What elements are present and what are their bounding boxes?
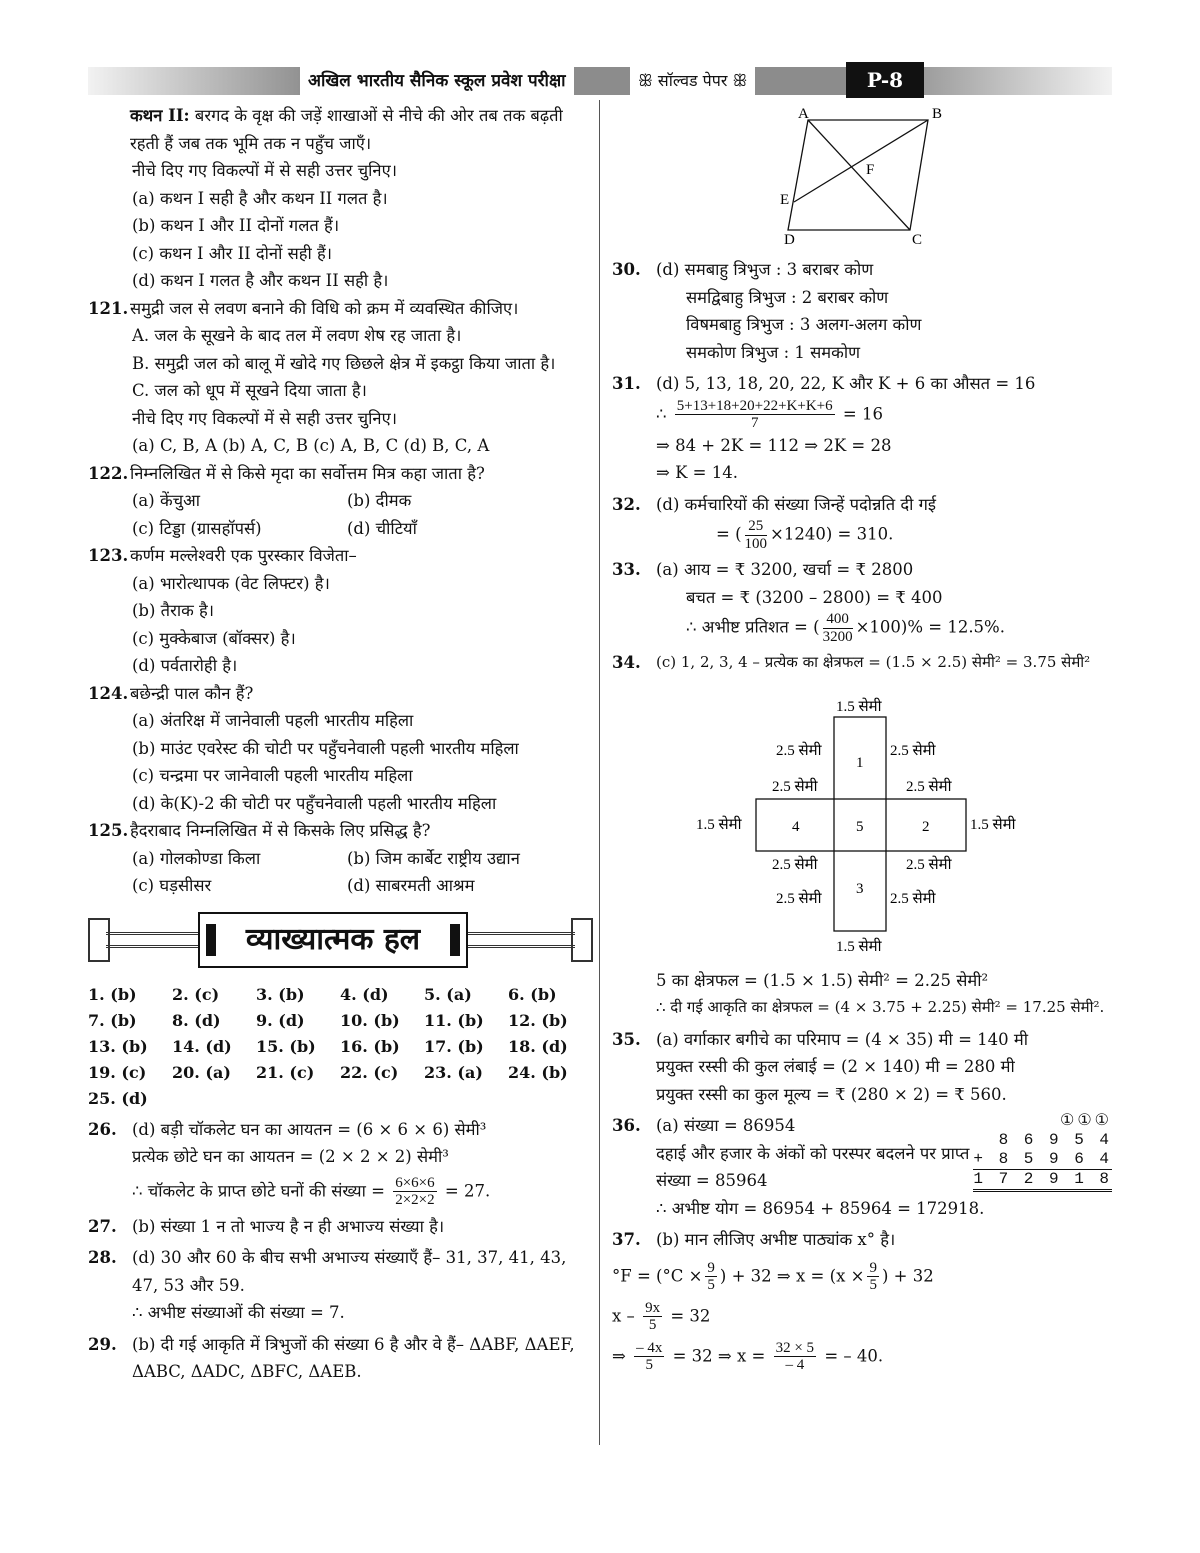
solution-line: ⇒ K = 14.: [656, 463, 738, 482]
fraction: [745, 518, 768, 552]
numerator: 6×6×6: [395, 1174, 435, 1191]
option: (a) भारोत्थापक (वेट लिफ्टर) है।: [132, 573, 330, 593]
fraction: [774, 1340, 816, 1374]
cross-svg: [612, 677, 1112, 962]
solution-37: [612, 1226, 1112, 1374]
solution-line: प्रत्येक छोटे घन का आयतन = (2 × 2 × 2) सेमी³: [132, 1147, 449, 1166]
denominator: 5: [869, 1277, 877, 1293]
dimension-label: 2.5 सेमी: [906, 778, 952, 795]
column-divider: [599, 100, 600, 1445]
question-number: 121.: [88, 298, 129, 318]
math-text: °F =: [612, 1266, 651, 1285]
option: (b) दीमक: [347, 491, 412, 510]
fraction: [823, 611, 853, 645]
solution-line: विषमबाहु त्रिभुज : 3 अलग-अलग कोण: [686, 315, 922, 334]
statement-text: बरगद के वृक्ष की जड़ें शाखाओं से नीचे की ओर तब तक बढ़ती रहती हैं जब तक भूमि तक न पहुँच जाएँ।: [130, 106, 563, 153]
answer-key-item: 7. (b): [88, 1010, 137, 1030]
option: (b) माउंट एवरेस्ट की चोटी पर पहुँचनेवाली पहली भारतीय महिला: [132, 738, 519, 758]
statement-label: कथन II:: [130, 106, 190, 125]
option: (b) कथन I और II दोनों गलत हैं।: [132, 216, 340, 235]
solution-line: (a) आय = ₹ 3200, खर्चा = ₹ 2800: [656, 560, 914, 579]
vertex-a-label: A: [798, 106, 809, 122]
point-f-label: F: [866, 162, 875, 178]
solution-line: (c) 1, 2, 3, 4 – प्रत्येक का क्षेत्रफल = (1.5 × 2.5) सेमी² = 3.75 सेमी²: [656, 653, 1091, 671]
diagonal-ac: [808, 120, 910, 230]
math-text: = 32 ⇒ x =: [672, 1346, 766, 1365]
solution-line: समद्विबाहु त्रिभुज : 2 बराबर कोण: [686, 287, 889, 307]
question-121: [88, 295, 593, 323]
option: (b) तैराक है।: [132, 601, 215, 620]
options-row: [88, 872, 593, 900]
option: (a) कथन I सही है और कथन II गलत है।: [132, 188, 388, 208]
region-label: 2: [922, 818, 930, 835]
solution-number: 32.: [612, 494, 641, 514]
answer-key-item: 4. (d): [340, 984, 389, 1004]
math-text: = – 40.: [824, 1346, 884, 1365]
question-text: हैदराबाद निम्नलिखित में से किसके लिए प्रसिद्ध है?: [130, 821, 431, 840]
numerator: 9x: [645, 1299, 661, 1316]
numerator: 9: [869, 1259, 877, 1276]
sequence-item: C. जल को धूप में सूखने दिया जाता है।: [132, 381, 367, 400]
denominator: 2×2×2: [395, 1192, 435, 1208]
option: (a) केंचुआ: [132, 491, 200, 510]
solution-number: 28.: [88, 1248, 117, 1267]
solution-line: ∴ अभीष्ट प्रतिशत = ( $\frac{400}{3200}$ ×100)% = 12.5%.: [686, 611, 1005, 645]
denominator: 5: [645, 1357, 653, 1373]
solution-line: ∴ अभीष्ट योग = 86954 + 85964 = 172918.: [656, 1198, 985, 1218]
solution-line: [612, 1340, 1112, 1374]
math-text: + 32 ⇒ x =: [731, 1266, 825, 1285]
math-text: °C ×: [662, 1266, 703, 1285]
option: (a) अंतरिक्ष में जानेवाली पहली भारतीय महिला: [132, 711, 414, 730]
answer-key-item: 16. (b): [340, 1036, 400, 1056]
denominator: 5: [648, 1317, 657, 1333]
answer-key-item: 21. (c): [256, 1062, 315, 1082]
options-row: [88, 515, 593, 543]
answer-key-item: 15. (b): [256, 1036, 316, 1056]
solution-26: [88, 1116, 593, 1209]
region-label: 4: [792, 818, 800, 835]
solution-number: 34.: [612, 653, 641, 672]
solution-line: ∴ $\frac{5+13+18+20+22+K+K+6}{7}$ = 16: [656, 397, 883, 431]
solution-28: [88, 1244, 593, 1327]
sum: 1 7 2 9 1 8: [973, 1170, 1112, 1192]
answer-key-item: 25. (d): [88, 1088, 148, 1108]
denominator: 5: [707, 1277, 715, 1293]
solution-number: 33.: [612, 560, 641, 579]
solution-line: दहाई और हजार के अंकों को परस्पर बदलने पर प्राप्त संख्या = 85964: [656, 1143, 970, 1190]
addend: + 8 5 9 6 4: [973, 1150, 1112, 1168]
fraction: [705, 1260, 717, 1294]
addition-box: [973, 1112, 1112, 1192]
dimension-label: 2.5 सेमी: [772, 778, 818, 795]
denominator: 7: [750, 415, 759, 431]
answer-key-item: 19. (c): [88, 1062, 147, 1082]
question-text: समुद्री जल से लवण बनाने की विधि को क्रम में व्यवस्थित कीजिए।: [130, 298, 519, 318]
question-123: [88, 542, 593, 570]
answer-key-item: 12. (b): [508, 1010, 568, 1030]
denominator: – 4: [785, 1357, 805, 1373]
solution-text: ∴ अभीष्ट प्रतिशत =: [686, 617, 808, 637]
solution-line: (d) बड़ी चॉकलेट घन का आयतन = (6 × 6 × 6) सेमी³: [132, 1119, 487, 1139]
solutions-banner: [88, 910, 593, 972]
answer-key-item: 20. (a): [172, 1062, 231, 1082]
option: (c) घड़सीसर: [132, 876, 212, 895]
statement-2: [88, 102, 593, 157]
left-column: [88, 102, 593, 1386]
answer-key-item: 8. (d): [172, 1010, 221, 1030]
region-label: 1: [856, 754, 864, 771]
solution-line: (b) मान लीजिए अभीष्ट पाठ्यांक x° है।: [656, 1230, 896, 1249]
solution-line: ∴ अभीष्ट संख्याओं की संख्या = 7.: [132, 1303, 345, 1322]
solution-27: [88, 1213, 593, 1241]
solution-line: 5 का क्षेत्रफल = (1.5 × 1.5) सेमी² = 2.25 सेमी²: [656, 970, 989, 990]
option: (c) कथन I और II दोनों सही हैं।: [132, 243, 333, 263]
question-text: बछेन्द्री पाल कौन हैं?: [130, 683, 254, 703]
cross-figure: [612, 677, 1112, 967]
line-be: [794, 120, 928, 202]
option: (d) चीटियाँ: [347, 518, 417, 538]
sequence-item: B. समुद्री जल को बालू में खोदे गए छिछले क्षेत्र में इकट्ठा किया जाता है।: [132, 353, 556, 373]
solution-line: = ( $\frac{25}{100}$ ×1240) = 310.: [716, 518, 894, 552]
numerator: 32 × 5: [775, 1339, 815, 1356]
multiplier: ×100: [855, 617, 901, 637]
solution-line: °F = (°C × $\frac{9}{5}$ ) + 32 ⇒ x = (x × $\frac{9}{5}$ ) + 32: [612, 1259, 934, 1293]
math-text: x –: [612, 1306, 635, 1325]
math-text: x ×: [836, 1266, 865, 1285]
quadrilateral-svg: [612, 102, 1112, 247]
addend: 8 6 9 5 4: [998, 1131, 1112, 1149]
options-line: (a) C, B, A (b) A, C, B (c) A, B, C (d) B, C, A: [132, 436, 490, 455]
vertex-d-label: D: [784, 232, 795, 247]
question-122: [88, 460, 593, 488]
option: (b) जिम कार्बेट राष्ट्रीय उद्यान: [347, 848, 520, 868]
question-text: निम्नलिखित में से किसे मृदा का सर्वोत्तम मित्र कहा जाता है?: [130, 463, 485, 483]
dimension-label: 2.5 सेमी: [776, 890, 822, 907]
answer-key-item: 2. (c): [172, 984, 220, 1004]
fraction: [867, 1260, 879, 1294]
solution-line: (d) 30 और 60 के बीच सभी अभाज्य संख्याएँ हैं– 31, 37, 41, 43, 47, 53 और 59.: [132, 1248, 567, 1295]
result: = 310.: [837, 524, 894, 544]
region-label: 3: [856, 880, 864, 897]
banner-title: व्याख्यात्मक हल: [198, 912, 468, 968]
point-e-label: E: [780, 192, 790, 208]
solution-line: (b) दी गई आकृति में त्रिभुजों की संख्या 6 है और वे हैं– ΔABF, ΔAEF, ΔABC, ΔADC, ΔBFC, ΔAEB.: [132, 1334, 575, 1381]
fraction: [643, 1300, 662, 1334]
option: (d) के(K)-2 की चोटी पर पहुँचनेवाली पहली भारतीय महिला: [132, 793, 497, 813]
answer-key-item: 6. (b): [508, 984, 557, 1004]
numerator: 25: [745, 518, 768, 536]
sequence-item: A. जल के सूखने के बाद तल में लवण शेष रह जाता है।: [132, 326, 462, 345]
solution-line: [132, 1175, 593, 1209]
answer-key-item: 22. (c): [340, 1062, 399, 1082]
solution-line: (a) संख्या = 86954: [656, 1116, 796, 1135]
solution-line: ∴ दी गई आकृति का क्षेत्रफल = (4 × 3.75 + 2.25) सेमी² = 17.25 सेमी².: [656, 998, 1105, 1016]
numerator: 9: [707, 1259, 715, 1276]
denominator: 3200: [822, 628, 853, 645]
answer-key-item: 1. (b): [88, 984, 137, 1004]
solution-line: (a) वर्गाकार बगीचे का परिमाप = (4 × 35) मी = 140 मी: [656, 1029, 1029, 1049]
fraction: [393, 1175, 436, 1209]
numerator: – 4x: [636, 1339, 663, 1356]
solution-line: (d) कर्मचारियों की संख्या जिन्हें पदोन्नति दी गई: [656, 494, 937, 514]
choose-instruction: नीचे दिए गए विकल्पों में से सही उत्तर चुनिए।: [132, 161, 397, 180]
question-number: 123.: [88, 546, 129, 565]
option: (c) चन्द्रमा पर जानेवाली पहली भारतीय महिला: [132, 766, 413, 785]
vertex-b-label: B: [932, 106, 943, 122]
solution-29: [88, 1331, 593, 1386]
result: = 16: [842, 404, 883, 423]
solution-line: (d) समबाहु त्रिभुज : 3 बराबर कोण: [656, 260, 874, 279]
options-row: [88, 487, 593, 515]
solution-number: 37.: [612, 1230, 641, 1249]
dimension-label: 2.5 सेमी: [776, 742, 822, 759]
solution-35: [612, 1026, 1112, 1109]
option: (c) टिड्डा (ग्रासहॉपर्स): [132, 518, 262, 538]
solution-line: (b) संख्या 1 न तो भाज्य है न ही अभाज्य संख्या है।: [132, 1216, 445, 1236]
solution-number: 29.: [88, 1334, 117, 1354]
dimension-label: 1.5 सेमी: [696, 816, 742, 833]
fraction: [675, 398, 835, 432]
answer-key-item: 5. (a): [424, 984, 472, 1004]
solution-line: प्रयुक्त रस्सी का कुल मूल्य = ₹ (280 × 2) = ₹ 560.: [656, 1084, 1007, 1104]
header-bar: [88, 67, 1112, 95]
solution-text: ∴ चॉकलेट के प्राप्त छोटे घनों की संख्या =: [132, 1181, 385, 1200]
header-title: अखिल भारतीय सैनिक स्कूल प्रवेश परीक्षा: [300, 67, 574, 95]
denominator: 100: [744, 535, 768, 552]
page-number: P-8: [846, 62, 924, 98]
dimension-label: 2.5 सेमी: [906, 856, 952, 873]
solution-30: [612, 256, 1112, 366]
answer-key-item: 23. (a): [424, 1062, 483, 1082]
solution-number: 36.: [612, 1116, 641, 1135]
answer-key-item: 14. (d): [172, 1036, 232, 1056]
solution-line: समकोण त्रिभुज : 1 समकोण: [686, 342, 861, 362]
solution-34: [612, 649, 1112, 677]
dimension-label: 1.5 सेमी: [970, 816, 1016, 833]
solution-line: बचत = ₹ (3200 – 2800) = ₹ 400: [686, 587, 943, 607]
answer-key-item: 17. (b): [424, 1036, 484, 1056]
solution-line: ⇒ 84 + 2K = 112 ⇒ 2K = 28: [656, 435, 892, 455]
solution-number: 31.: [612, 374, 641, 393]
dimension-label: 2.5 सेमी: [890, 742, 936, 759]
solution-31: [612, 370, 1112, 487]
solution-32: [612, 491, 1112, 553]
dimension-label: 1.5 सेमी: [836, 938, 882, 955]
solution-36: [612, 1112, 1112, 1195]
numerator: 5+13+18+20+22+K+K+6: [676, 397, 833, 414]
solution-line: (d) 5, 13, 18, 20, 22, K और K + 6 का औसत = 16: [656, 374, 1036, 393]
math-text: + 32: [893, 1266, 934, 1285]
answer-key-item: 10. (b): [340, 1010, 400, 1030]
dimension-label: 1.5 सेमी: [836, 698, 882, 715]
question-number: 125.: [88, 821, 129, 840]
banner-ornament: [571, 918, 593, 962]
math-text: = 32: [670, 1306, 711, 1325]
solution-number: 30.: [612, 260, 641, 279]
answer-key: [88, 982, 593, 1112]
options-row: [88, 845, 593, 873]
answer-key-item: 3. (b): [256, 984, 305, 1004]
solution-number: 35.: [612, 1029, 641, 1049]
result: = 27.: [444, 1181, 491, 1200]
answer-key-item: 9. (d): [256, 1010, 305, 1030]
option: (d) कथन I गलत है और कथन II सही है।: [132, 271, 389, 290]
question-number: 122.: [88, 463, 129, 483]
vertex-c-label: C: [912, 232, 923, 247]
solution-line: प्रयुक्त रस्सी की कुल लंबाई = (2 × 140) मी = 280 मी: [656, 1057, 1015, 1076]
question-number: 124.: [88, 683, 129, 703]
region-label: 5: [856, 818, 864, 835]
quadrilateral-figure: [612, 102, 1112, 252]
fraction: [634, 1340, 664, 1374]
dimension-label: 2.5 सेमी: [772, 856, 818, 873]
option: (d) साबरमती आश्रम: [347, 876, 475, 895]
question-124: [88, 680, 593, 708]
solution-number: 27.: [88, 1216, 117, 1236]
dimension-label: 2.5 सेमी: [890, 890, 936, 907]
numerator: 400: [823, 611, 853, 629]
answer-key-item: 24. (b): [508, 1062, 568, 1082]
solution-33: [612, 556, 1112, 645]
carry-digits: ①①①: [1059, 1112, 1112, 1130]
solution-line: [612, 1300, 1112, 1334]
question-text: कर्णम मल्लेश्वरी एक पुरस्कार विजेता–: [130, 546, 357, 565]
math-text: ⇒: [612, 1346, 626, 1365]
question-125: [88, 817, 593, 845]
quadrilateral-outline: [788, 120, 928, 230]
answer-key-item: 18. (d): [508, 1036, 568, 1056]
option: (a) गोलकोण्डा किला: [132, 848, 261, 868]
right-column: [612, 102, 1112, 1374]
result: % = 12.5%.: [907, 617, 1005, 637]
answer-key-item: 13. (b): [88, 1036, 148, 1056]
answer-key-item: 11. (b): [424, 1010, 484, 1030]
solution-number: 26.: [88, 1119, 117, 1139]
header-subtitle: ꕥ सॉल्वड पेपर ꕥ: [630, 67, 755, 95]
multiplier: ×1240: [770, 524, 826, 544]
option: (d) पर्वतारोही है।: [132, 656, 238, 675]
option: (c) मुक्केबाज (बॉक्सर) है।: [132, 628, 296, 648]
choose-instruction: नीचे दिए गए विकल्पों में से सही उत्तर चुनिए।: [132, 408, 397, 428]
